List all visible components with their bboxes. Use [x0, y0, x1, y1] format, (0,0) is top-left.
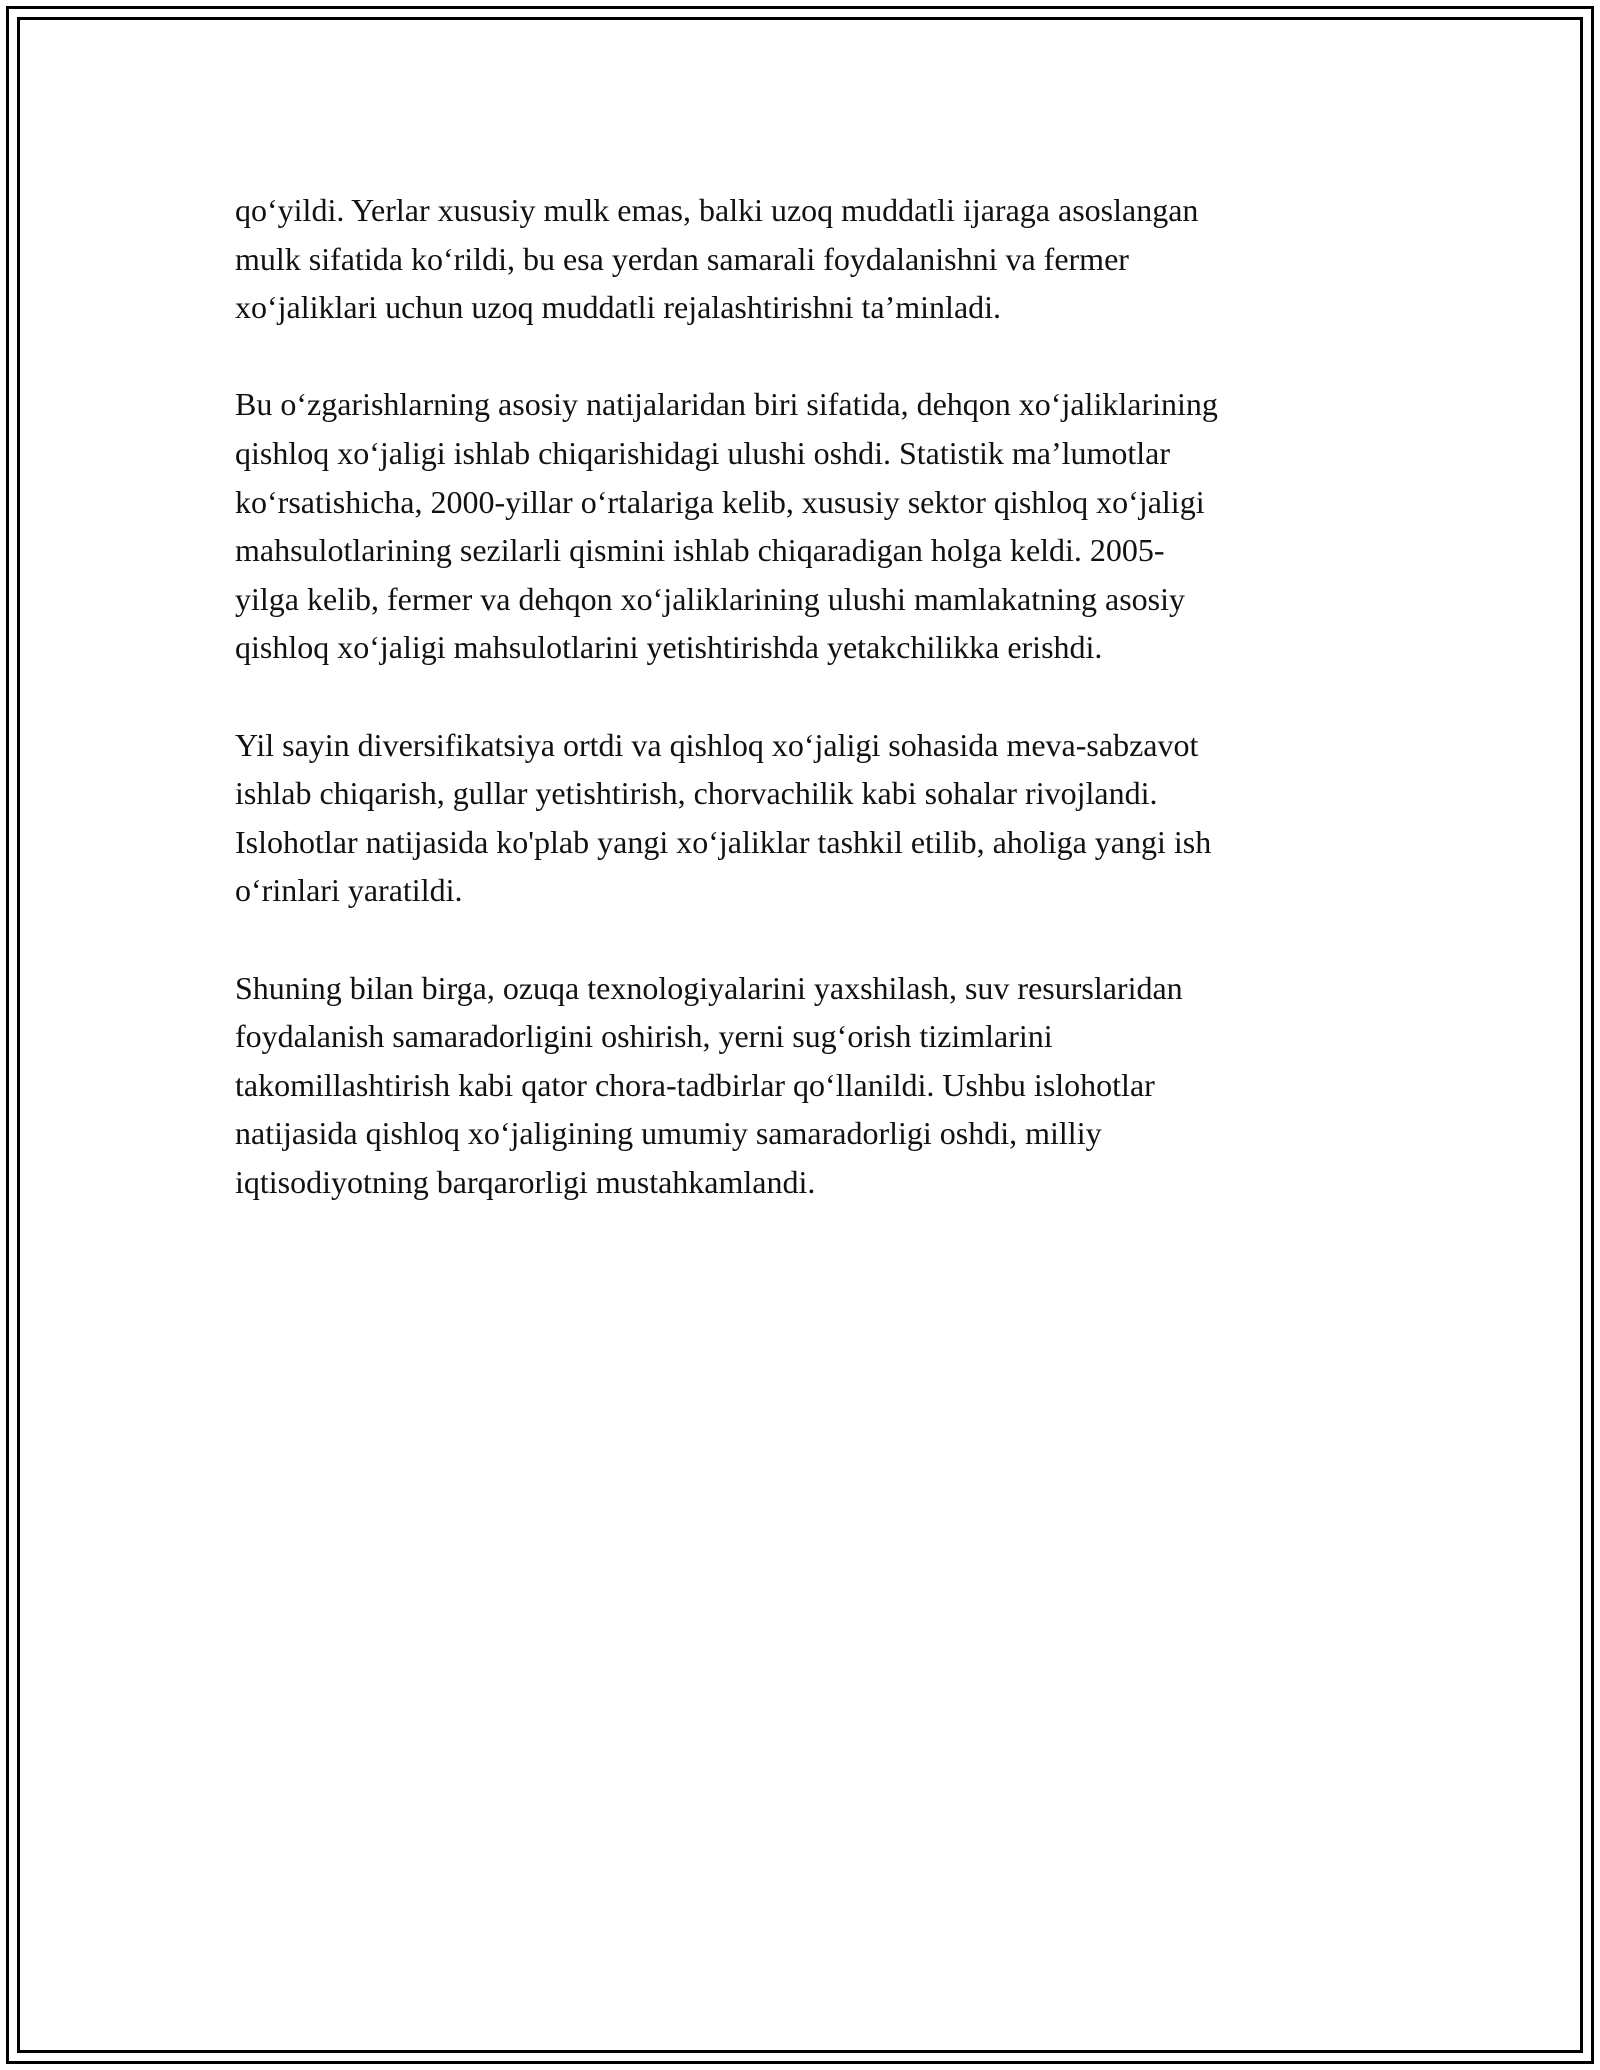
text-line: yilga kelib, fermer va dehqon xo‘jaliklarining ulushi mamlakatning asosiy — [235, 580, 1185, 617]
paragraph-1 — [235, 186, 1385, 332]
text-line: Islohotlar natijasida ko'plab yangi xo‘jaliklar tashkil etilib, aholiga yangi ish — [235, 823, 1212, 860]
text-line: ishlab chiqarish, gullar yetishtirish, chorvachilik kabi sohalar rivojlandi. — [235, 775, 1158, 812]
document-body — [235, 186, 1385, 1255]
text-line: xo‘jaliklari uchun uzoq muddatli rejalashtirishni ta’minladi. — [235, 289, 1002, 326]
paragraph-4 — [235, 964, 1385, 1207]
text-line: qo‘yildi. Yerlar xususiy mulk emas, balki uzoq muddatli ijaraga asoslangan — [235, 192, 1199, 228]
paragraph-2 — [235, 380, 1385, 672]
text-line: natijasida qishloq xo‘jaligining umumiy samaradorligi oshdi, milliy — [235, 1115, 1102, 1152]
text-line: o‘rinlari yaratildi. — [235, 872, 463, 909]
paragraph-3 — [235, 721, 1385, 915]
text-line: foydalanish samaradorligini oshirish, yerni sug‘orish tizimlarini — [235, 1018, 1053, 1055]
text-line: Yil sayin diversifikatsiya ortdi va qishloq xo‘jaligi sohasida meva-sabzavot — [235, 726, 1199, 763]
text-line: ko‘rsatishicha, 2000-yillar o‘rtalariga kelib, xususiy sektor qishloq xo‘jaligi — [235, 483, 1205, 520]
text-line: mahsulotlarining sezilarli qismini ishlab chiqaradigan holga keldi. 2005- — [235, 532, 1165, 569]
text-line: takomillashtirish kabi qator chora-tadbirlar qo‘llanildi. Ushbu islohotlar — [235, 1066, 1155, 1103]
text-line: qishloq xo‘jaligi ishlab chiqarishidagi ulushi oshdi. Statistik ma’lumotlar — [235, 434, 1171, 471]
text-line: qishloq xo‘jaligi mahsulotlarini yetishtirishda yetakchilikka erishdi. — [235, 629, 1103, 666]
text-line: iqtisodiyotning barqarorligi mustahkamlandi. — [235, 1163, 816, 1200]
text-line: Bu o‘zgarishlarning asosiy natijalaridan biri sifatida, dehqon xo‘jaliklarining — [235, 386, 1218, 423]
text-line: mulk sifatida ko‘rildi, bu esa yerdan samarali foydalanishni va fermer — [235, 240, 1129, 277]
text-line: Shuning bilan birga, ozuqa texnologiyalarini yaxshilash, suv resurslaridan — [235, 969, 1183, 1006]
